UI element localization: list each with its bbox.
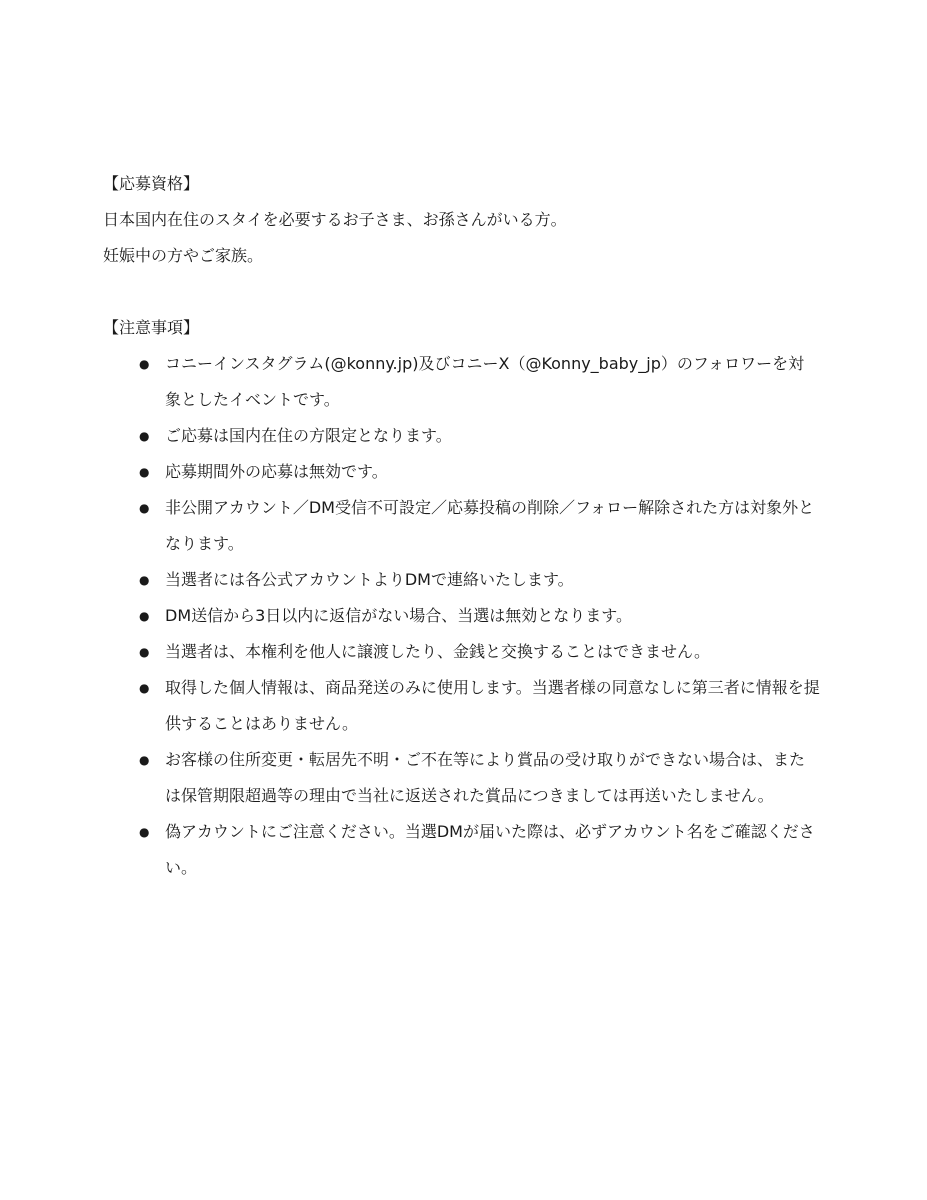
list-item [103, 454, 823, 490]
eligibility-heading: 【応募資格】 [103, 174, 200, 193]
eligibility-line: 日本国内在住のスタイを必要するお子さま、お孫さんがいる方。 [103, 210, 567, 229]
notes-list [103, 346, 823, 886]
eligibility-line: 妊娠中の方やご家族。 [103, 246, 264, 265]
list-item [103, 742, 823, 814]
bullet-icon: ● [139, 357, 150, 371]
list-item [103, 634, 823, 670]
list-item [103, 490, 823, 562]
document-page [103, 166, 823, 886]
note-text: 応募期間外の応募は無効です。 [165, 462, 388, 481]
bullet-icon: ● [139, 753, 150, 767]
bullet-icon: ● [139, 573, 150, 587]
list-item [103, 346, 823, 418]
note-text: コニーインスタグラム(@konny.jp)及びコニーX（@Konny_baby_jp）のフォロワーを対象としたイベントです。 [165, 354, 805, 409]
list-item [103, 418, 823, 454]
bullet-icon: ● [139, 609, 150, 623]
note-text: 偽アカウントにご注意ください。当選DMが届いた際は、必ずアカウント名をご確認ください。 [165, 822, 815, 877]
bullet-icon: ● [139, 681, 150, 695]
note-text: 当選者は、本権利を他人に譲渡したり、金銭と交換することはできません。 [165, 642, 710, 661]
note-text: 非公開アカウント／DM受信不可設定／応募投稿の削除／フォロー解除された方は対象外となります。 [165, 498, 815, 553]
note-text: ご応募は国内在住の方限定となります。 [165, 426, 452, 445]
list-item [103, 562, 823, 598]
bullet-icon: ● [139, 429, 150, 443]
section-spacer [103, 274, 823, 310]
note-text: お客様の住所変更・転居先不明・ご不在等により賞品の受け取りができない場合は、または保管期限超過等の理由で当社に返送された賞品につきましては再送いたしません。 [165, 750, 806, 805]
bullet-icon: ● [139, 645, 150, 659]
note-text: 取得した個人情報は、商品発送のみに使用します。当選者様の同意なしに第三者に情報を提供することはありません。 [165, 678, 820, 733]
eligibility-section [103, 166, 823, 274]
list-item [103, 598, 823, 634]
bullet-icon: ● [139, 825, 150, 839]
note-text: DM送信から3日以内に返信がない場合、当選は無効となります。 [165, 606, 633, 625]
list-item [103, 814, 823, 886]
note-text: 当選者には各公式アカウントよりDMで連絡いたします。 [165, 570, 574, 589]
list-item [103, 670, 823, 742]
notes-section [103, 310, 823, 886]
bullet-icon: ● [139, 501, 150, 515]
notes-heading: 【注意事項】 [103, 318, 200, 337]
bullet-icon: ● [139, 465, 150, 479]
